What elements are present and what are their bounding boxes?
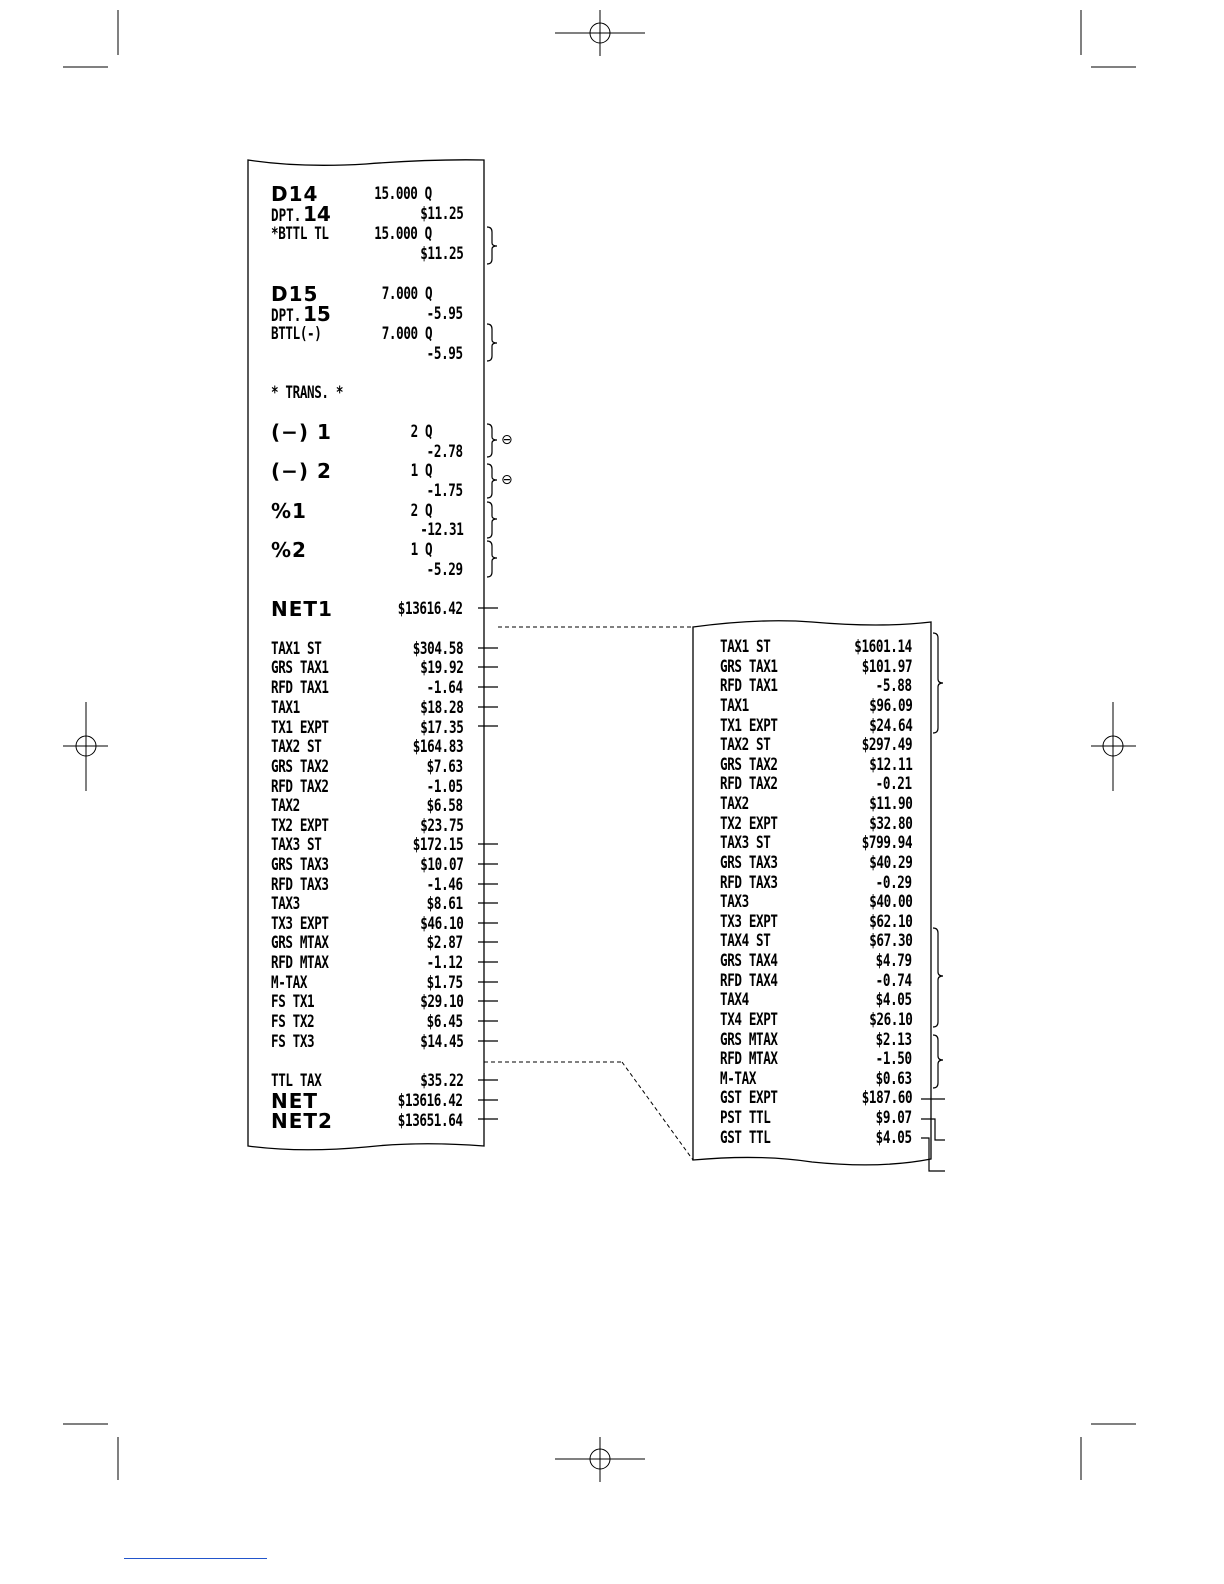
receipt-line-label: D15 (271, 282, 319, 306)
receipt-line-label: GRS TAX3 (720, 852, 778, 873)
registration-mark-right (1091, 702, 1136, 791)
receipt-line-value: -1.05 (426, 777, 463, 797)
receipt-line-value: $13651.64 (398, 1111, 463, 1131)
receipt-line-value: $1601.14 (854, 637, 912, 657)
receipt-line-label: D14 (271, 182, 319, 206)
receipt-line-value: -5.95 (426, 344, 463, 364)
receipt-line-label-prefix: DPT. (271, 306, 302, 326)
receipt-line-value: $23.75 (419, 816, 463, 836)
receipt-line-value: $2.87 (426, 933, 463, 953)
receipt-line-label: RFD MTAX (271, 953, 329, 973)
receipt-line-label: TAX3 (271, 894, 300, 914)
receipt-line-label: RFD TAX1 (271, 678, 329, 698)
receipt-line-value: -0.29 (875, 872, 912, 893)
receipt-line-label: RFD TAX3 (271, 875, 329, 895)
receipt-line-label: NET (271, 1089, 319, 1113)
receipt-line-label: TX1 EXPT (720, 715, 778, 736)
receipt-line-label: TAX1 (720, 695, 749, 716)
receipt-line-label: FS TX1 (271, 992, 315, 1012)
receipt-line-value: $40.00 (868, 892, 912, 913)
receipt-line-value: $297.49 (861, 735, 912, 756)
receipt-line-value: $26.10 (868, 1009, 912, 1030)
receipt-line-label: TX1 EXPT (271, 718, 329, 738)
receipt-line-value: $13616.42 (398, 599, 463, 619)
receipt-line-value: $24.64 (868, 715, 912, 736)
receipt-line-label: *BTTL TL (271, 224, 329, 244)
receipt-line-value: $17.35 (419, 718, 463, 738)
receipt-line-label: FS TX2 (271, 1012, 315, 1032)
receipt-line-label: NET2 (271, 1109, 333, 1133)
receipt-line-label: M-TAX (271, 973, 308, 993)
receipt-line-label: TX2 EXPT (720, 813, 778, 834)
registration-mark-left (63, 702, 108, 791)
receipt-line-value: -12.31 (419, 520, 463, 540)
receipt-line-value: $0.63 (875, 1068, 912, 1089)
receipt-line-label: RFD TAX3 (720, 872, 778, 893)
receipt-line-label: TTL TAX (271, 1071, 322, 1091)
receipt-line-qty: 7.000 Q (381, 324, 432, 344)
receipt-line-label: RFD TAX2 (271, 777, 329, 797)
receipt-line-value: $14.45 (419, 1032, 463, 1052)
receipt-line-label: TAX2 ST (271, 737, 322, 757)
receipt-line-value: $96.09 (868, 695, 912, 716)
receipt-line-value: -5.95 (426, 304, 463, 324)
receipt-line-value: $4.05 (875, 1127, 912, 1148)
receipt-line-value: $11.25 (419, 244, 463, 264)
receipt-line-label-number: 14 (302, 202, 331, 226)
receipt-line-label: TX3 EXPT (271, 914, 329, 934)
crop-marks (63, 10, 1136, 1480)
receipt-line-value: -2.78 (426, 442, 463, 462)
receipt-line-value: $4.79 (875, 951, 912, 972)
receipt-line-value: $7.63 (426, 757, 463, 777)
receipt-line-label: TAX3 ST (271, 835, 322, 855)
receipt-line-label: GRS TAX2 (720, 754, 778, 775)
receipt-line-value: -0.74 (875, 970, 912, 991)
receipt-line-qty: 15.000 Q (374, 184, 432, 204)
receipt-line-value: -1.75 (426, 481, 463, 501)
receipt-line-label: GRS TAX3 (271, 855, 329, 875)
receipt-line-label: (−) 2 (271, 459, 332, 483)
receipt-line-label: TAX3 ST (720, 833, 771, 854)
receipt-line-qty: 15.000 Q (374, 224, 432, 244)
receipt-line-value: $101.97 (861, 656, 912, 677)
receipt-line-value: $304.58 (412, 639, 463, 659)
receipt-line-label: TAX4 ST (720, 931, 771, 952)
minus-circle-icon: ⊖ (501, 432, 513, 448)
registration-mark-top (555, 10, 645, 56)
receipt-line-label: GST TTL (720, 1127, 771, 1148)
receipt-line-label-prefix: DPT. (271, 206, 302, 226)
receipt-line-label: GRS TAX1 (720, 656, 778, 677)
receipt-line-label: TAX2 (271, 796, 300, 816)
receipt-line-qty: 1 Q (410, 540, 432, 560)
receipt-line-qty: 2 Q (410, 501, 432, 521)
receipt-line-value: -1.12 (426, 953, 463, 973)
receipt-line-label: M-TAX (720, 1068, 757, 1089)
receipt-line-label: TAX2 (720, 794, 749, 815)
receipt-line-value: $9.07 (875, 1108, 912, 1129)
receipt-line-value: $12.11 (868, 754, 912, 775)
receipt-line-value: $32.80 (868, 813, 912, 834)
receipt-line-label: NET1 (271, 597, 333, 621)
receipt-line-label: FS TX3 (271, 1032, 315, 1052)
receipt-line-value: $10.07 (419, 855, 463, 875)
receipt-line-value: -1.46 (426, 875, 463, 895)
receipt-line-label: PST TTL (720, 1108, 771, 1129)
receipt-line-value: $19.92 (419, 658, 463, 678)
receipt-line-qty: 7.000 Q (381, 284, 432, 304)
receipt-line-label: GRS TAX1 (271, 658, 329, 678)
receipt-line-value: -5.29 (426, 560, 463, 580)
zoom-dashed-lines (484, 627, 693, 1160)
receipt-line-label: TAX1 ST (271, 639, 322, 659)
receipt-line-value: $164.83 (412, 737, 463, 757)
receipt-line-label: GRS TAX4 (720, 951, 778, 972)
receipt-line-value: $172.15 (412, 835, 463, 855)
receipt-line-label: GRS TAX2 (271, 757, 329, 777)
receipt-line-label: TAX4 (720, 990, 749, 1011)
footer-underline (124, 1558, 267, 1559)
receipt-line-label: TX3 EXPT (720, 911, 778, 932)
receipt-line-value: -1.50 (875, 1049, 912, 1070)
receipt-line-value: $67.30 (868, 931, 912, 952)
receipt-line-label: GRS MTAX (271, 933, 329, 953)
receipt-line-value: $799.94 (861, 833, 912, 854)
minus-circle-icon: ⊖ (501, 472, 513, 488)
receipt-line-value: $13616.42 (398, 1091, 463, 1111)
receipt-line-label: RFD MTAX (720, 1049, 778, 1070)
receipt-line-label: * TRANS. * (271, 383, 344, 403)
receipt-line-qty: 2 Q (410, 422, 432, 442)
receipt-line-label: %1 (271, 499, 307, 523)
receipt-line-value: -0.21 (875, 774, 912, 795)
receipt-line-label: TAX3 (720, 892, 749, 913)
receipt-line-value: $2.13 (875, 1029, 912, 1050)
receipt-line-qty: 1 Q (410, 461, 432, 481)
receipt-line-value: $11.25 (419, 204, 463, 224)
right-receipt-brackets (933, 633, 943, 1088)
receipt-line-value: -1.64 (426, 678, 463, 698)
left-receipt-brackets (487, 227, 497, 577)
receipt-line-value: $4.05 (875, 990, 912, 1011)
receipt-line-label: TAX1 (271, 698, 300, 718)
receipt-line-label: %2 (271, 538, 307, 562)
receipt-line-value: $29.10 (419, 992, 463, 1012)
receipt-line-value: $187.60 (861, 1088, 912, 1109)
receipt-line-label: TX2 EXPT (271, 816, 329, 836)
receipt-line-value: $18.28 (419, 698, 463, 718)
receipt-line-label (271, 204, 331, 225)
registration-mark-bottom (555, 1437, 645, 1482)
receipt-line-value: -5.88 (875, 676, 912, 697)
receipt-line-label: TAX2 ST (720, 735, 771, 756)
receipt-line-label: RFD TAX1 (720, 676, 778, 697)
receipt-line-value: $40.29 (868, 852, 912, 873)
receipt-line-value: $11.90 (868, 794, 912, 815)
receipt-line-label: RFD TAX2 (720, 774, 778, 795)
receipt-line-label (271, 304, 331, 325)
receipt-line-value: $62.10 (868, 911, 912, 932)
receipt-line-label: GST EXPT (720, 1088, 778, 1109)
receipt-line-label: BTTL(-) (271, 324, 322, 344)
receipt-line-value: $8.61 (426, 894, 463, 914)
receipt-line-label-number: 15 (302, 302, 331, 326)
receipt-line-value: $46.10 (419, 914, 463, 934)
receipt-line-label: TAX1 ST (720, 637, 771, 657)
receipt-line-label: GRS MTAX (720, 1029, 778, 1050)
receipt-line-value: $6.58 (426, 796, 463, 816)
receipt-line-label: TX4 EXPT (720, 1009, 778, 1030)
receipt-line-label: RFD TAX4 (720, 970, 778, 991)
receipt-line-value: $1.75 (426, 973, 463, 993)
receipt-line-value: $6.45 (426, 1012, 463, 1032)
receipt-line-value: $35.22 (419, 1071, 463, 1091)
receipt-line-label: (−) 1 (271, 420, 332, 444)
